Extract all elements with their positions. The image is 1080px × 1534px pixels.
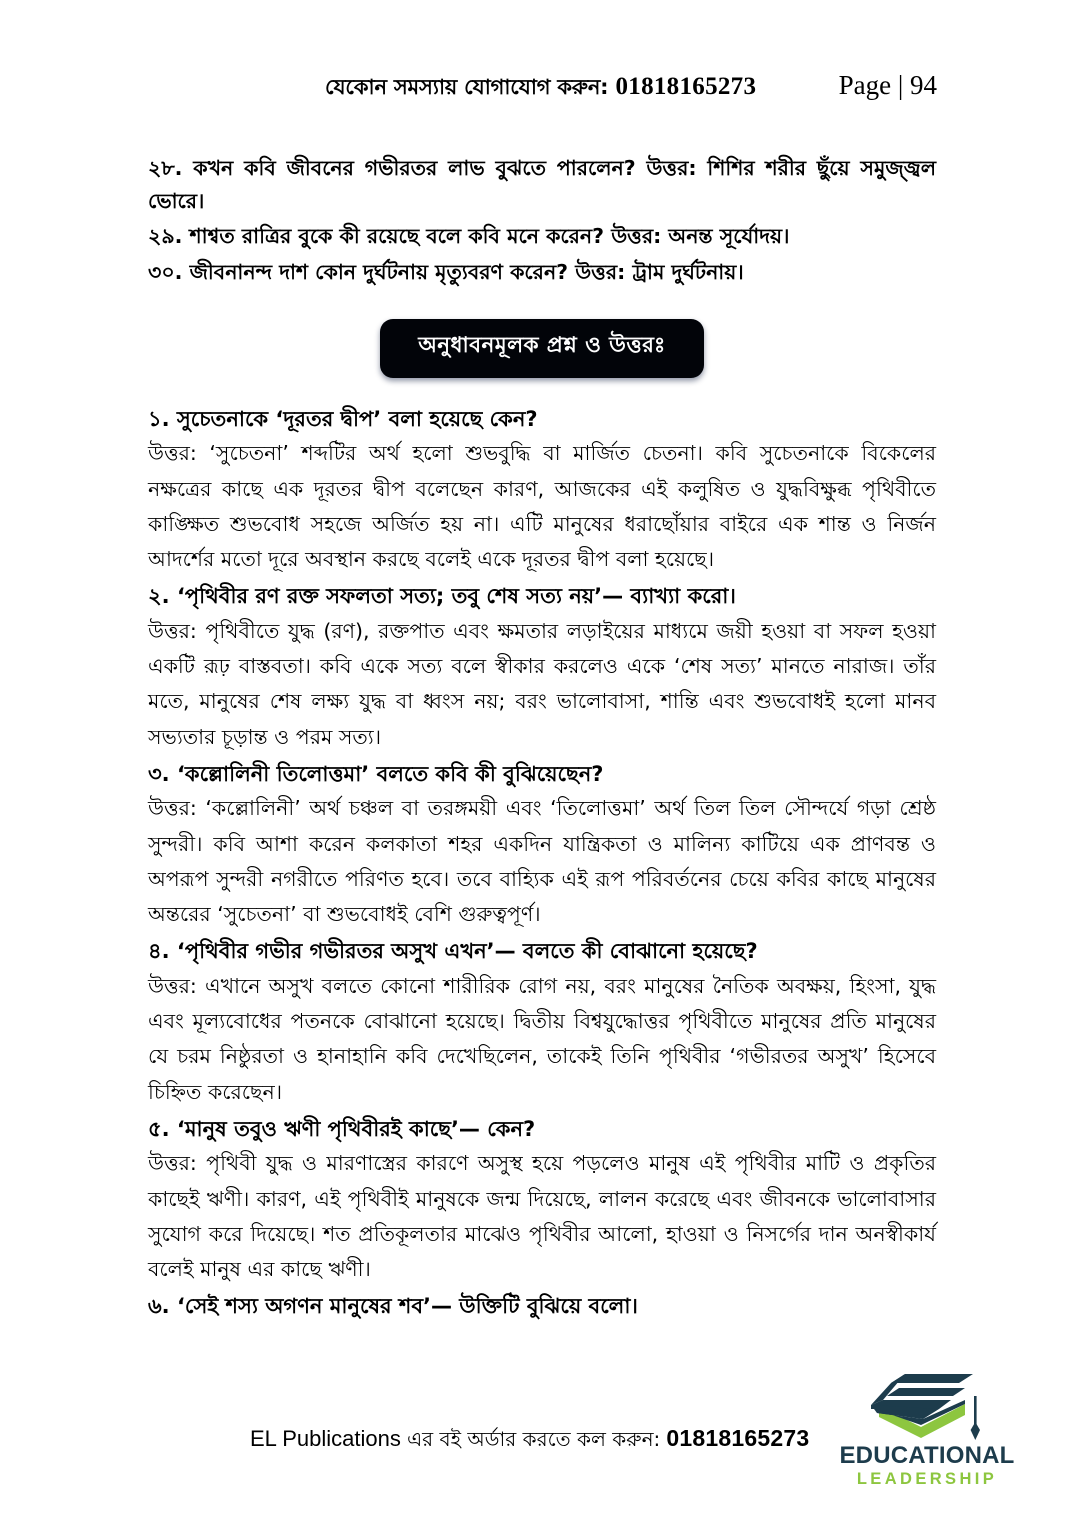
question-block-4 xyxy=(148,936,936,1110)
footer-order-line xyxy=(250,1425,809,1458)
logo-word-leadership: LEADERSHIP xyxy=(856,1470,998,1489)
question-heading: ৪. ‘পৃথিবীর গভীর গভীরতর অসুখ এখন’— বলতে কী বোঝানো হয়েছে? xyxy=(148,939,758,964)
question-answer: উত্তর: ‘সুচেতনা’ শব্দটির অর্থ হলো শুভবুদ্ধি বা মার্জিত চেতনা। কবি সুচেতনাকে বিকেলের নক্ষত্রের কাছে এক দূরতর দ্বীপ বলেছেন কারণ, আজকের এই কলুষিত ও যুদ্ধবিক্ষুব্ধ পৃথিবীতে কাঙ্ক্ষিত শুভবোধ সহজে অর্জিত হয় না। এটি মানুষের ধরাছোঁয়ার বাইরে এক শান্ত ও নির্জন আদর্শের মতো দূরে অবস্থান করছে বলেই একে দূরতর দ্বীপ বলা হয়েছে। xyxy=(148,441,936,572)
question-block-5 xyxy=(148,1114,936,1288)
question-block-6 xyxy=(148,1291,936,1323)
questions-list xyxy=(148,404,936,1323)
page-header xyxy=(145,70,955,116)
top-qa-list xyxy=(148,152,936,289)
header-phone: 01818165273 xyxy=(615,73,757,100)
question-block-3 xyxy=(148,759,936,933)
question-heading: ১. সুচেতনাকে ‘দূরতর দ্বীপ’ বলা হয়েছে কেন? xyxy=(148,406,538,431)
question-block-2 xyxy=(148,581,936,755)
list-item: ২৯. শাশ্বত রাত্রির বুকে কী রয়েছে বলে কবি মনে করেন? উত্তর: অনন্ত সূর্যোদয়। xyxy=(148,224,790,249)
question-heading: ৬. ‘সেই শস্য অগণন মানুষের শব’— উক্তিটি বুঝিয়ে বলো। xyxy=(148,1294,638,1319)
question-answer: উত্তর: এখানে অসুখ বলতে কোনো শারীরিক রোগ নয়, বরং মানুষের নৈতিক অবক্ষয়, হিংসা, যুদ্ধ এবং মূল্যবোধের পতনকে বোঝানো হয়েছে। দ্বিতীয় বিশ্বযুদ্ধোত্তর পৃথিবীতে মানুষের প্রতি মানুষের যে চরম নিষ্ঠুরতা ও হানাহানি কবি দেখেছিলেন, তাকেই তিনি পৃথিবীর ‘গভীরতর অসুখ’ হিসেবে চিহ্নিত করেছেন। xyxy=(148,973,936,1104)
question-answer: উত্তর: পৃথিবী যুদ্ধ ও মারণাস্ত্রের কারণে অসুস্থ হয়ে পড়লেও মানুষ এই পৃথিবীর মাটি ও প্রকৃতির কাছেই ঋণী। কারণ, এই পৃথিবীই মানুষকে জন্ম দিয়েছে, লালন করেছে এবং জীবনকে ভালোবাসার সুযোগ করে দিয়েছে। শত প্রতিকূলতার মাঝেও পৃথিবীর আলো, হাওয়া ও নিসর্গের দান অনস্বীকার্য বলেই মানুষ এর কাছে ঋণী। xyxy=(148,1151,936,1282)
list-item: ২৮. কখন কবি জীবনের গভীরতর লাভ বুঝতে পারলেন? উত্তর: শিশির শরীর ছুঁয়ে সমুজ্জ্বল ভোরে। xyxy=(148,156,936,214)
question-heading: ৫. ‘মানুষ তবুও ঋণী পৃথিবীরই কাছে’— কেন? xyxy=(148,1116,536,1141)
footer-brand: EL Publications xyxy=(250,1426,401,1451)
page-number: Page | 94 xyxy=(838,70,937,100)
graduation-cap-icon xyxy=(861,1370,993,1442)
list-item: ৩০. জীবনানন্দ দাশ কোন দুর্ঘটনায় মৃত্যুবরণ করেন? উত্তর: ট্রাম দুর্ঘটনায়। xyxy=(148,259,744,284)
question-answer: উত্তর: ‘কল্লোলিনী’ অর্থ চঞ্চল বা তরঙ্গময়ী এবং ‘তিলোত্তমা’ অর্থ তিল তিল সৌন্দর্যে গড়া শ্রেষ্ঠ সুন্দরী। কবি আশা করেন কলকাতা শহর একদিন যান্ত্রিকতা ও মালিন্য কাটিয়ে এক প্রাণবন্ত ও অপরূপ সুন্দরী নগরীতে পরিণত হবে। তবে বাহ্যিক এই রূপ পরিবর্তনের চেয়ে কবির কাছে মানুষের অন্তরের ‘সুচেতনা’ বা শুভবোধই বেশি গুরুত্বপূর্ণ। xyxy=(148,796,936,927)
logo-word-educational: EDUCATIONAL xyxy=(839,1442,1015,1470)
footer-phone: 01818165273 xyxy=(666,1425,810,1451)
header-contact-line xyxy=(325,71,756,106)
page-content xyxy=(148,152,936,1326)
footer-order-text: এর বই অর্ডার করতে কল করুন: xyxy=(406,1427,661,1451)
question-heading: ২. ‘পৃথিবীর রণ রক্ত সফলতা সত্য; তবু শেষ সত্য নয়’— ব্যাখ্যা করো। xyxy=(148,584,736,609)
question-answer: উত্তর: পৃথিবীতে যুদ্ধ (রণ), রক্তপাত এবং ক্ষমতার লড়াইয়ের মাধ্যমে জয়ী হওয়া বা সফল হওয়া একটি রূঢ় বাস্তবতা। কবি একে সত্য বলে স্বীকার করলেও একে ‘শেষ সত্য’ মানতে নারাজ। তাঁর মতে, মানুষের শেষ লক্ষ্য যুদ্ধ বা ধ্বংস নয়; বরং ভালোবাসা, শান্তি এবং শুভবোধই হলো মানব সভ্যতার চূড়ান্ত ও পরম সত্য। xyxy=(148,618,936,749)
question-heading: ৩. ‘কল্লোলিনী তিলোত্তমা’ বলতে কবি কী বুঝিয়েছেন? xyxy=(148,761,604,786)
section-banner: অনুধাবনমূলক প্রশ্ন ও উত্তরঃ xyxy=(380,319,704,378)
page-footer xyxy=(0,1348,1080,1498)
section-banner-wrap xyxy=(148,319,936,378)
educational-leadership-logo xyxy=(832,1365,1022,1490)
header-contact-label: যেকোন সমস্যায় যোগাযোগ করুন: xyxy=(325,75,609,99)
question-block-1 xyxy=(148,404,936,578)
